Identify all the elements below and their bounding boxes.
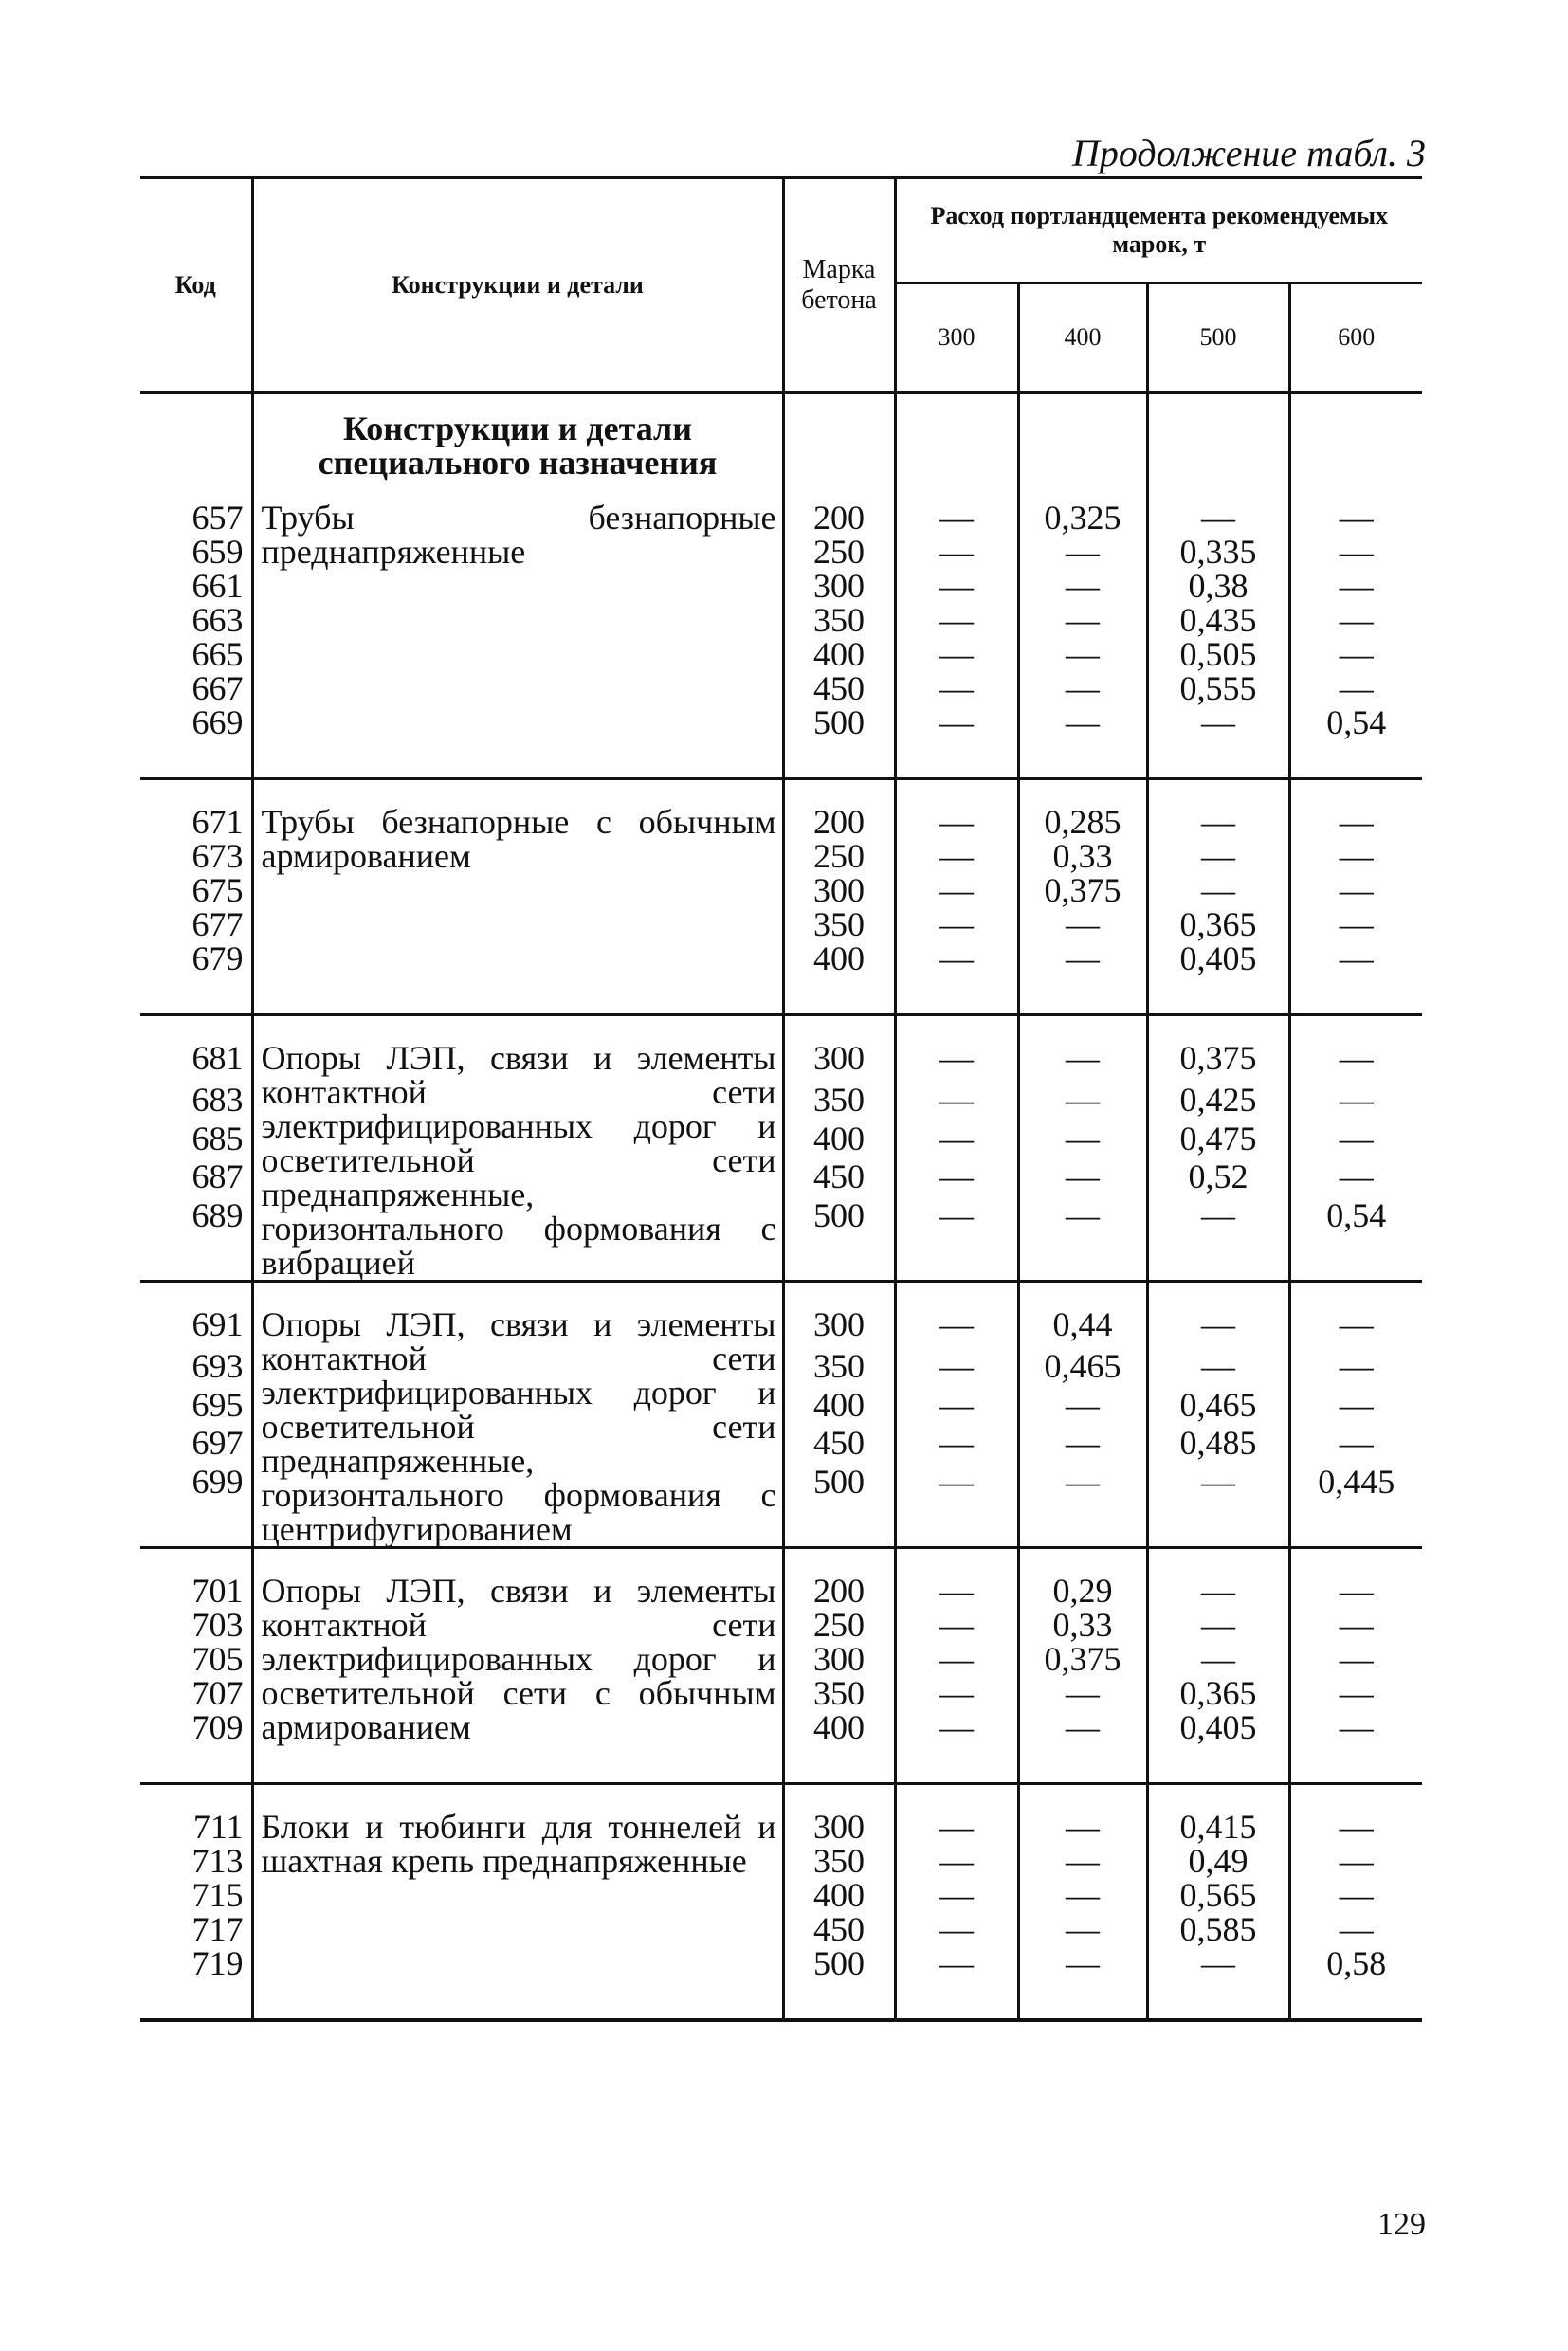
- group-3: [140, 1282, 1422, 1548]
- row-m500: —: [1147, 1946, 1289, 2020]
- row-grade: 400: [783, 1388, 895, 1427]
- row-m400: —: [1018, 705, 1147, 779]
- row-m300: —: [895, 1388, 1018, 1427]
- row-m500: —: [1147, 501, 1289, 535]
- row-m500: 0,505: [1147, 637, 1289, 671]
- row-m400: —: [1018, 1676, 1147, 1710]
- row-code: 685: [191, 1119, 244, 1157]
- row-code: 705: [191, 1640, 244, 1678]
- row-grade: 450: [783, 1159, 895, 1198]
- row-m600: 0,445: [1289, 1465, 1422, 1547]
- table-row: [140, 1784, 1422, 1845]
- row-grade: 300: [783, 1642, 895, 1676]
- row-m400: —: [1018, 603, 1147, 637]
- row-code: 679: [191, 939, 244, 977]
- row-m400: —: [1018, 1388, 1147, 1427]
- row-m600: —: [1289, 907, 1422, 941]
- row-m500: 0,475: [1147, 1121, 1289, 1160]
- row-grade: 350: [783, 1844, 895, 1878]
- row-m500: 0,405: [1147, 941, 1289, 1015]
- row-m400: 0,375: [1018, 1642, 1147, 1676]
- row-code: 689: [191, 1196, 244, 1235]
- row-m500: 0,585: [1147, 1912, 1289, 1946]
- row-grade: 400: [783, 1878, 895, 1912]
- row-m400: —: [1018, 1015, 1147, 1084]
- row-m300: —: [895, 1946, 1018, 2020]
- row-code: 663: [191, 601, 244, 639]
- row-m300: —: [895, 1548, 1018, 1609]
- group-1: [140, 779, 1422, 1015]
- row-m600: —: [1289, 1676, 1422, 1710]
- row-code: 711: [192, 1808, 244, 1846]
- row-m600: —: [1289, 1426, 1422, 1465]
- row-m500: 0,52: [1147, 1159, 1289, 1198]
- row-m300: —: [895, 779, 1018, 840]
- group-0: [140, 392, 1422, 779]
- table-row: [140, 1015, 1422, 1084]
- row-m300: —: [895, 705, 1018, 779]
- row-m400: —: [1018, 671, 1147, 705]
- row-m500: —: [1147, 1608, 1289, 1642]
- row-code: 669: [191, 703, 244, 741]
- row-code: 657: [191, 499, 244, 537]
- row-code: 707: [191, 1674, 244, 1712]
- row-grade: 250: [783, 535, 895, 569]
- header-consumption: Расход портландцемента рекомендуемых марок, т: [895, 178, 1422, 283]
- row-m400: —: [1018, 1844, 1147, 1878]
- row-m400: 0,33: [1018, 839, 1147, 873]
- row-m600: —: [1289, 1548, 1422, 1609]
- group-4: [140, 1548, 1422, 1784]
- row-m500: —: [1147, 1642, 1289, 1676]
- row-grade: 450: [783, 1426, 895, 1465]
- header-mark-400: 400: [1018, 283, 1147, 393]
- row-m600: —: [1289, 1121, 1422, 1160]
- row-m300: —: [895, 1282, 1018, 1350]
- row-m400: —: [1018, 1912, 1147, 1946]
- cement-consumption-table: [140, 176, 1422, 2022]
- row-grade: 500: [783, 1465, 895, 1547]
- row-m600: 0,58: [1289, 1946, 1422, 2020]
- row-description: Опоры ЛЭП, связи и элементы контактной сети электрифицированных дорог и осветительной сети преднапряженные, горизонтального формования с вибрацией: [252, 1015, 783, 1282]
- row-m400: 0,375: [1018, 873, 1147, 907]
- row-m300: —: [895, 1844, 1018, 1878]
- row-m600: —: [1289, 1349, 1422, 1388]
- header-grade: Марка бетона: [783, 178, 895, 393]
- row-m600: —: [1289, 501, 1422, 535]
- row-m300: —: [895, 1349, 1018, 1388]
- row-m400: —: [1018, 1121, 1147, 1160]
- row-m500: —: [1147, 1198, 1289, 1281]
- row-grade: 400: [783, 637, 895, 671]
- row-m300: —: [895, 1198, 1018, 1281]
- row-m500: 0,435: [1147, 603, 1289, 637]
- row-m300: —: [895, 873, 1018, 907]
- row-grade: 450: [783, 1912, 895, 1946]
- row-grade: 400: [783, 1710, 895, 1784]
- row-m600: —: [1289, 569, 1422, 603]
- row-m600: —: [1289, 535, 1422, 569]
- row-m400: 0,29: [1018, 1548, 1147, 1609]
- row-m500: 0,365: [1147, 907, 1289, 941]
- table-row: [140, 779, 1422, 840]
- row-m300: —: [895, 603, 1018, 637]
- row-code: 697: [191, 1424, 244, 1463]
- row-m600: —: [1289, 637, 1422, 671]
- row-m300: —: [895, 1710, 1018, 1784]
- header-mark-600: 600: [1289, 283, 1422, 393]
- row-m400: 0,285: [1018, 779, 1147, 840]
- row-grade: 500: [783, 1198, 895, 1281]
- row-grade: 300: [783, 1282, 895, 1350]
- row-m500: —: [1147, 779, 1289, 840]
- row-m600: —: [1289, 603, 1422, 637]
- row-grade: 300: [783, 1784, 895, 1845]
- row-grade: 200: [783, 501, 895, 535]
- group-5: [140, 1784, 1422, 2021]
- row-grade: 450: [783, 671, 895, 705]
- row-m300: —: [895, 1642, 1018, 1676]
- row-m600: —: [1289, 1642, 1422, 1676]
- row-m500: 0,465: [1147, 1388, 1289, 1427]
- row-grade: 300: [783, 1015, 895, 1084]
- row-grade: 300: [783, 873, 895, 907]
- row-m500: 0,49: [1147, 1844, 1289, 1878]
- row-m600: —: [1289, 671, 1422, 705]
- row-m600: —: [1289, 1015, 1422, 1084]
- row-m400: —: [1018, 637, 1147, 671]
- row-m500: 0,425: [1147, 1083, 1289, 1121]
- row-m600: —: [1289, 1878, 1422, 1912]
- row-m300: —: [895, 637, 1018, 671]
- row-m400: —: [1018, 535, 1147, 569]
- row-m400: 0,44: [1018, 1282, 1147, 1350]
- row-code: 681: [191, 1039, 244, 1077]
- row-code: 703: [191, 1606, 244, 1644]
- row-m400: —: [1018, 1946, 1147, 2020]
- row-m600: —: [1289, 941, 1422, 1015]
- row-code: 661: [191, 567, 244, 605]
- row-code: 667: [191, 669, 244, 707]
- table-row: [140, 501, 1422, 535]
- row-m500: —: [1147, 873, 1289, 907]
- row-m400: 0,33: [1018, 1608, 1147, 1642]
- row-m300: —: [895, 671, 1018, 705]
- row-m500: 0,38: [1147, 569, 1289, 603]
- row-grade: 350: [783, 907, 895, 941]
- page-number: 129: [1377, 2207, 1426, 2242]
- row-m500: —: [1147, 1465, 1289, 1547]
- row-grade: 200: [783, 1548, 895, 1609]
- row-m500: —: [1147, 1282, 1289, 1350]
- row-m400: —: [1018, 1159, 1147, 1198]
- row-code: 717: [191, 1910, 244, 1948]
- row-m400: 0,465: [1018, 1349, 1147, 1388]
- row-code: 713: [191, 1842, 244, 1880]
- row-m500: 0,335: [1147, 535, 1289, 569]
- section-title: Конструкции и детали специального назначения: [252, 392, 783, 501]
- row-m500: —: [1147, 839, 1289, 873]
- row-m500: 0,375: [1147, 1015, 1289, 1084]
- row-grade: 350: [783, 1676, 895, 1710]
- row-m300: —: [895, 1878, 1018, 1912]
- row-m300: —: [895, 1159, 1018, 1198]
- row-m600: —: [1289, 1912, 1422, 1946]
- row-grade: 400: [783, 941, 895, 1015]
- row-m500: 0,485: [1147, 1426, 1289, 1465]
- row-m400: —: [1018, 1784, 1147, 1845]
- row-m500: 0,365: [1147, 1676, 1289, 1710]
- row-code: 687: [191, 1157, 244, 1196]
- row-m500: —: [1147, 1349, 1289, 1388]
- row-m300: —: [895, 535, 1018, 569]
- row-code: 715: [191, 1876, 244, 1914]
- row-grade: 300: [783, 569, 895, 603]
- row-code: 673: [191, 837, 244, 875]
- row-code: 719: [191, 1944, 244, 1982]
- table-row: [140, 1282, 1422, 1350]
- row-m600: —: [1289, 1282, 1422, 1350]
- row-m300: —: [895, 501, 1018, 535]
- row-m600: —: [1289, 779, 1422, 840]
- row-description: Опоры ЛЭП, связи и элементы контактной сети электрифицированных дорог и осветительной сети с обычным армированием: [252, 1548, 783, 1784]
- row-m500: 0,405: [1147, 1710, 1289, 1784]
- row-grade: 200: [783, 779, 895, 840]
- row-m400: —: [1018, 907, 1147, 941]
- row-code: 675: [191, 871, 244, 909]
- row-m600: —: [1289, 1710, 1422, 1784]
- row-grade: 500: [783, 1946, 895, 2020]
- row-m300: —: [895, 1912, 1018, 1946]
- row-code: 659: [191, 533, 244, 571]
- row-m600: —: [1289, 1388, 1422, 1427]
- row-code: 677: [191, 905, 244, 943]
- table-header: [140, 178, 1422, 393]
- row-m400: 0,325: [1018, 501, 1147, 535]
- row-m400: —: [1018, 1710, 1147, 1784]
- header-mark-300: 300: [895, 283, 1018, 393]
- row-m600: —: [1289, 1159, 1422, 1198]
- row-m400: —: [1018, 1465, 1147, 1547]
- row-code: 683: [191, 1081, 244, 1120]
- row-m600: 0,54: [1289, 1198, 1422, 1281]
- row-m300: —: [895, 1121, 1018, 1160]
- row-code: 699: [191, 1463, 244, 1502]
- row-m500: —: [1147, 705, 1289, 779]
- row-m600: —: [1289, 1083, 1422, 1121]
- row-m400: —: [1018, 1198, 1147, 1281]
- row-m400: —: [1018, 1083, 1147, 1121]
- row-description: Трубы безнапорные преднапряженные: [252, 501, 783, 779]
- group-2: [140, 1015, 1422, 1282]
- row-grade: 400: [783, 1121, 895, 1160]
- row-code: 709: [191, 1708, 244, 1746]
- header-constructions: Конструкции и детали: [252, 178, 783, 393]
- row-grade: 350: [783, 1349, 895, 1388]
- row-m300: —: [895, 1465, 1018, 1547]
- header-mark-500: 500: [1147, 283, 1289, 393]
- row-m400: —: [1018, 569, 1147, 603]
- row-m300: —: [895, 941, 1018, 1015]
- table-continuation-caption: Продолжение табл. 3: [1071, 132, 1426, 174]
- row-m300: —: [895, 1426, 1018, 1465]
- row-m500: —: [1147, 1548, 1289, 1609]
- row-m600: —: [1289, 1608, 1422, 1642]
- row-code: 693: [191, 1347, 244, 1386]
- row-code: 691: [191, 1305, 244, 1343]
- row-m600: 0,54: [1289, 705, 1422, 779]
- row-m600: —: [1289, 839, 1422, 873]
- row-m300: —: [895, 839, 1018, 873]
- row-m600: —: [1289, 1784, 1422, 1845]
- row-m500: 0,555: [1147, 671, 1289, 705]
- row-grade: 250: [783, 1608, 895, 1642]
- row-m300: —: [895, 569, 1018, 603]
- row-m400: —: [1018, 1426, 1147, 1465]
- row-description: Опоры ЛЭП, связи и элементы контактной сети электрифицированных дорог и осветительной сети преднапряженные, горизонтального формования с центрифугированием: [252, 1282, 783, 1548]
- row-code: 695: [191, 1385, 244, 1424]
- row-m500: 0,415: [1147, 1784, 1289, 1845]
- row-m500: 0,565: [1147, 1878, 1289, 1912]
- row-m300: —: [895, 1083, 1018, 1121]
- row-code: 665: [191, 635, 244, 673]
- row-grade: 250: [783, 839, 895, 873]
- row-code: 671: [191, 803, 244, 841]
- row-m400: —: [1018, 1878, 1147, 1912]
- row-grade: 500: [783, 705, 895, 779]
- row-code: 701: [191, 1572, 244, 1610]
- row-description: Трубы безнапорные с обычным армированием: [252, 779, 783, 1015]
- row-grade: 350: [783, 603, 895, 637]
- row-description: Блоки и тюбинги для тоннелей и шахтная крепь преднапряженные: [252, 1784, 783, 2021]
- row-m300: —: [895, 1784, 1018, 1845]
- row-m300: —: [895, 907, 1018, 941]
- row-m300: —: [895, 1608, 1018, 1642]
- row-m600: —: [1289, 873, 1422, 907]
- row-m400: —: [1018, 941, 1147, 1015]
- row-grade: 350: [783, 1083, 895, 1121]
- row-m600: —: [1289, 1844, 1422, 1878]
- header-code: Код: [174, 270, 216, 299]
- table-row: [140, 1548, 1422, 1609]
- row-m300: —: [895, 1015, 1018, 1084]
- row-m300: —: [895, 1676, 1018, 1710]
